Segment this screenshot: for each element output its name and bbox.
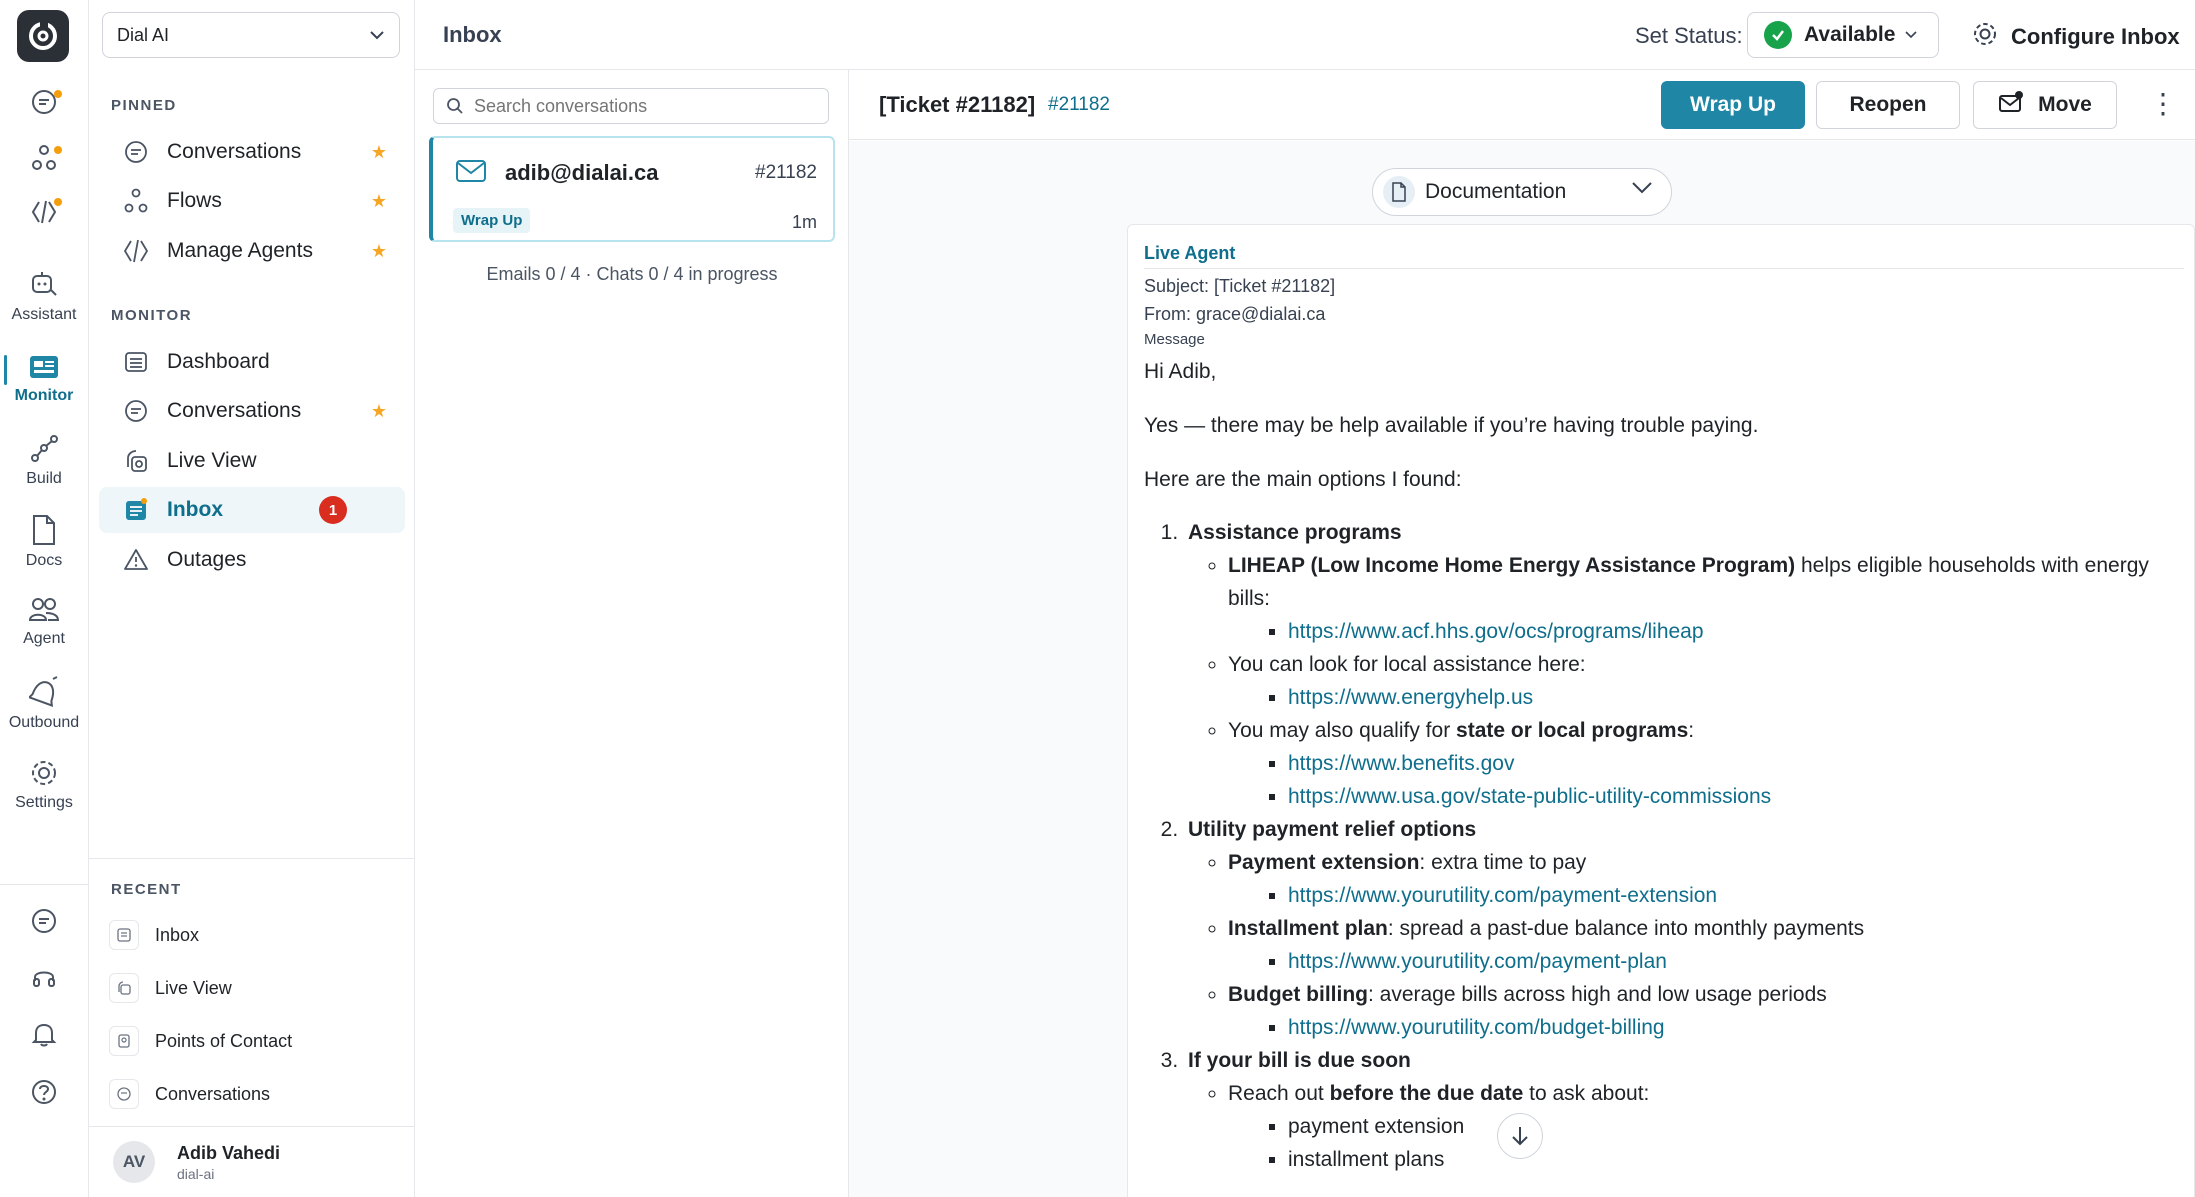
conversations-icon <box>116 1086 132 1102</box>
list-text: : extra time to pay <box>1419 851 1587 874</box>
rail-build-button[interactable] <box>0 434 88 488</box>
top-header <box>415 0 2195 70</box>
workspace-select[interactable] <box>102 12 400 58</box>
recent-section-label: RECENT <box>111 881 182 898</box>
recent-item-conversations[interactable] <box>109 1074 399 1114</box>
star-icon[interactable]: ★ <box>370 400 387 421</box>
warning-icon <box>123 547 149 573</box>
rail-messages-button[interactable] <box>0 907 88 935</box>
chevron-down-icon <box>1905 31 1917 39</box>
divider <box>89 858 415 859</box>
list-item <box>1228 846 2184 912</box>
rail-label: Build <box>26 470 62 487</box>
rail-label: Outbound <box>8 714 80 731</box>
rail-label: Monitor <box>14 387 74 404</box>
gear-icon <box>1971 20 1999 48</box>
dashboard-icon <box>123 349 149 375</box>
list-item <box>1228 648 2184 714</box>
list-item: ▪ installment plans <box>1288 1143 2184 1176</box>
nav-item-label: Dashboard <box>167 350 270 373</box>
ticket-id-link[interactable]: #21182 <box>1048 94 1110 115</box>
monitor-section-label: MONITOR <box>111 307 193 324</box>
notification-dot <box>54 146 62 154</box>
monitor-icon <box>28 353 60 381</box>
list-text: helps eligible households with energy bills: <box>1228 554 2149 610</box>
ticket-body <box>849 141 2195 1197</box>
gear-icon <box>29 758 59 788</box>
link[interactable]: https://www.yourutility.com/payment-plan <box>1288 950 1667 973</box>
link[interactable]: https://www.usa.gov/state-public-utility-commissions <box>1288 785 1772 808</box>
ticket-header <box>849 70 2195 140</box>
move-mail-icon <box>1998 90 2024 114</box>
assistant-icon <box>29 270 59 300</box>
conversations-icon <box>123 398 149 424</box>
message-from: From: grace@dialai.ca <box>1144 304 1326 324</box>
link[interactable]: https://www.acf.hhs.gov/ocs/programs/liheap <box>1288 620 1704 643</box>
status-select[interactable] <box>1747 12 1939 58</box>
outbound-icon <box>29 676 59 708</box>
navigation-panel <box>89 0 415 1197</box>
reopen-button[interactable]: Reopen <box>1816 81 1960 129</box>
docs-icon <box>31 514 57 546</box>
rail-flows-button[interactable] <box>0 144 88 172</box>
notification-dot <box>54 198 62 206</box>
conversation-card[interactable] <box>429 136 835 242</box>
monitor-item-inbox[interactable] <box>99 487 405 533</box>
bell-icon <box>30 1020 58 1048</box>
list-text: Reach out <box>1228 1082 1330 1105</box>
conversation-number: #21182 <box>755 162 817 183</box>
app-logo[interactable] <box>17 10 69 62</box>
chevron-down-icon <box>369 30 385 40</box>
link[interactable]: https://www.yourutility.com/budget-billing <box>1288 1016 1665 1039</box>
document-icon <box>1391 182 1407 202</box>
contact-icon <box>116 1033 132 1049</box>
user-profile[interactable] <box>89 1126 415 1197</box>
rail-agents-button[interactable] <box>0 198 88 226</box>
message-body <box>1144 355 2184 1176</box>
bold-text: Installment plan <box>1228 917 1388 940</box>
nav-item-label: Outages <box>167 548 247 571</box>
list-item <box>1228 549 2184 648</box>
recent-item-inbox[interactable] <box>109 915 399 955</box>
move-button[interactable] <box>1973 81 2117 129</box>
conversations-icon <box>123 139 149 165</box>
list-item <box>1228 978 2184 1044</box>
options-list <box>1184 516 2184 1176</box>
message-subject: Subject: [Ticket #21182] <box>1144 276 1336 296</box>
ticket-title: [Ticket #21182] <box>879 92 1036 117</box>
configure-inbox-button[interactable] <box>1971 20 2180 54</box>
list-text: You can look for local assistance here: <box>1228 653 1586 676</box>
rail-label: Agent <box>23 630 65 647</box>
arrow-down-icon <box>1510 1125 1530 1147</box>
rail-help-button[interactable] <box>0 1078 88 1106</box>
link[interactable]: https://www.benefits.gov <box>1288 752 1515 775</box>
rail-docs-button[interactable] <box>0 514 88 570</box>
workspace-name: Dial AI <box>117 24 170 45</box>
nav-item-label: Flows <box>167 189 222 212</box>
agent-icon <box>28 596 60 624</box>
status-label: Set Status: <box>1635 23 1743 48</box>
help-icon <box>30 1078 58 1106</box>
bold-text: before the due date <box>1329 1082 1524 1105</box>
status-value: Available <box>1804 23 1896 46</box>
recent-item-label: Inbox <box>155 924 200 945</box>
message-card <box>1127 224 2195 1197</box>
list-item <box>1228 1077 2184 1176</box>
headset-icon <box>30 964 58 992</box>
search-icon <box>446 97 464 115</box>
nav-item-label: Conversations <box>167 140 302 163</box>
list-item <box>1228 912 2184 978</box>
pinned-item-manage-agents[interactable] <box>99 228 405 274</box>
recent-item-live-view[interactable] <box>109 968 399 1008</box>
more-options-icon[interactable]: ⋮ <box>2149 88 2177 119</box>
conversation-age: 1m <box>791 212 817 232</box>
user-org: dial-ai <box>177 1165 215 1182</box>
recent-item-label: Points of Contact <box>155 1030 293 1051</box>
user-name: Adib Vahedi <box>177 1142 281 1163</box>
conversation-email: adib@dialai.ca <box>505 160 659 185</box>
conversation-list <box>415 70 849 1197</box>
link[interactable]: https://www.energyhelp.us <box>1288 686 1534 709</box>
recent-item-label: Conversations <box>155 1083 271 1104</box>
scroll-down-button[interactable] <box>1497 1113 1543 1159</box>
list-text: You may also qualify for <box>1228 719 1457 742</box>
unread-badge: 1 <box>319 496 347 524</box>
rail-support-button[interactable] <box>0 964 88 992</box>
divider <box>0 884 88 885</box>
list-text: : average bills across high and low usage periods <box>1367 983 1827 1006</box>
inbox-icon <box>116 927 132 943</box>
rail-label: Settings <box>15 794 73 811</box>
rail-notifications-button[interactable] <box>0 1020 88 1048</box>
list-item <box>1184 813 2184 1044</box>
monitor-item-outages[interactable] <box>99 537 405 583</box>
queue-counts: Emails 0 / 4 · Chats 0 / 4 in progress <box>486 264 778 284</box>
message-paragraph: Here are the main options I found: <box>1144 468 1462 491</box>
bold-text: Budget billing <box>1228 983 1368 1006</box>
avatar: AV <box>113 1141 155 1183</box>
message-icon <box>30 907 58 935</box>
link[interactable]: https://www.yourutility.com/payment-extension <box>1288 884 1718 907</box>
rail-agent-button[interactable] <box>0 596 88 648</box>
agents-code-icon <box>123 238 149 264</box>
configure-inbox-label: Configure Inbox <box>2011 24 2180 49</box>
rail-assistant-button[interactable] <box>0 270 88 324</box>
message-paragraph: Yes — there may be help available if you’re having trouble paying. <box>1144 414 1759 437</box>
section-heading: Assistance programs <box>1188 521 1402 544</box>
pinned-item-flows[interactable] <box>99 178 405 224</box>
rail-label: Assistant <box>11 306 77 323</box>
section-heading: Utility payment relief options <box>1188 818 1477 841</box>
section-heading: If your bill is due soon <box>1188 1049 1411 1072</box>
status-badge: Wrap Up <box>453 208 530 233</box>
list-item <box>1184 516 2184 813</box>
build-icon <box>29 434 59 464</box>
rail-label: Docs <box>25 552 63 569</box>
list-text: to ask about: <box>1523 1082 1650 1105</box>
pinned-section-label: PINNED <box>111 97 177 114</box>
logo-icon <box>26 19 60 53</box>
wrap-up-button[interactable]: Wrap Up <box>1661 81 1805 129</box>
star-icon[interactable]: ★ <box>370 141 387 162</box>
pinned-item-conversations[interactable] <box>99 129 405 175</box>
notification-dot <box>54 90 62 98</box>
monitor-item-dashboard[interactable] <box>99 339 405 385</box>
list-item: ▪ payment extension <box>1288 1110 2184 1143</box>
chevron-down-icon <box>1631 181 1653 195</box>
nav-item-label: Manage Agents <box>167 239 313 262</box>
nav-item-label: Conversations <box>167 399 302 422</box>
list-item <box>1228 714 2184 813</box>
star-icon[interactable]: ★ <box>370 190 387 211</box>
live-view-icon <box>116 980 132 996</box>
icon-rail <box>0 0 89 1197</box>
rail-chat-button[interactable] <box>0 88 88 116</box>
list-text: : spread a past-due balance into monthly payments <box>1387 917 1865 940</box>
page-title: Inbox <box>443 22 502 47</box>
message-label: Message <box>1144 331 1205 348</box>
nav-item-label: Inbox <box>167 498 223 521</box>
recent-item-points-of-contact[interactable] <box>109 1021 399 1061</box>
monitor-item-conversations[interactable] <box>99 388 405 434</box>
flows-icon <box>123 188 149 214</box>
bold-text: LIHEAP (Low Income Home Energy Assistance Program) <box>1228 554 1796 577</box>
search-input[interactable] <box>474 96 814 117</box>
message-sender-label: Live Agent <box>1144 243 2184 269</box>
inbox-icon <box>123 497 149 523</box>
live-view-icon <box>123 448 149 474</box>
search-box[interactable] <box>433 88 829 124</box>
rail-outbound-button[interactable] <box>0 676 88 732</box>
recent-item-label: Live View <box>155 977 232 998</box>
mail-icon <box>455 158 487 184</box>
bold-text: Payment extension <box>1228 851 1420 874</box>
message-paragraph: Hi Adib, <box>1144 360 1217 383</box>
check-icon <box>1764 21 1792 49</box>
move-label: Move <box>2038 93 2092 116</box>
documentation-label: Documentation <box>1425 180 1567 203</box>
star-icon[interactable]: ★ <box>370 240 387 261</box>
list-item <box>1184 1044 2184 1176</box>
list-text: : <box>1688 719 1695 742</box>
rail-monitor-button[interactable] <box>0 353 88 405</box>
bold-text: state or local programs <box>1456 719 1689 742</box>
monitor-item-live-view[interactable] <box>99 438 405 484</box>
rail-settings-button[interactable] <box>0 758 88 812</box>
nav-item-label: Live View <box>167 449 257 472</box>
documentation-select[interactable] <box>1372 168 1672 216</box>
